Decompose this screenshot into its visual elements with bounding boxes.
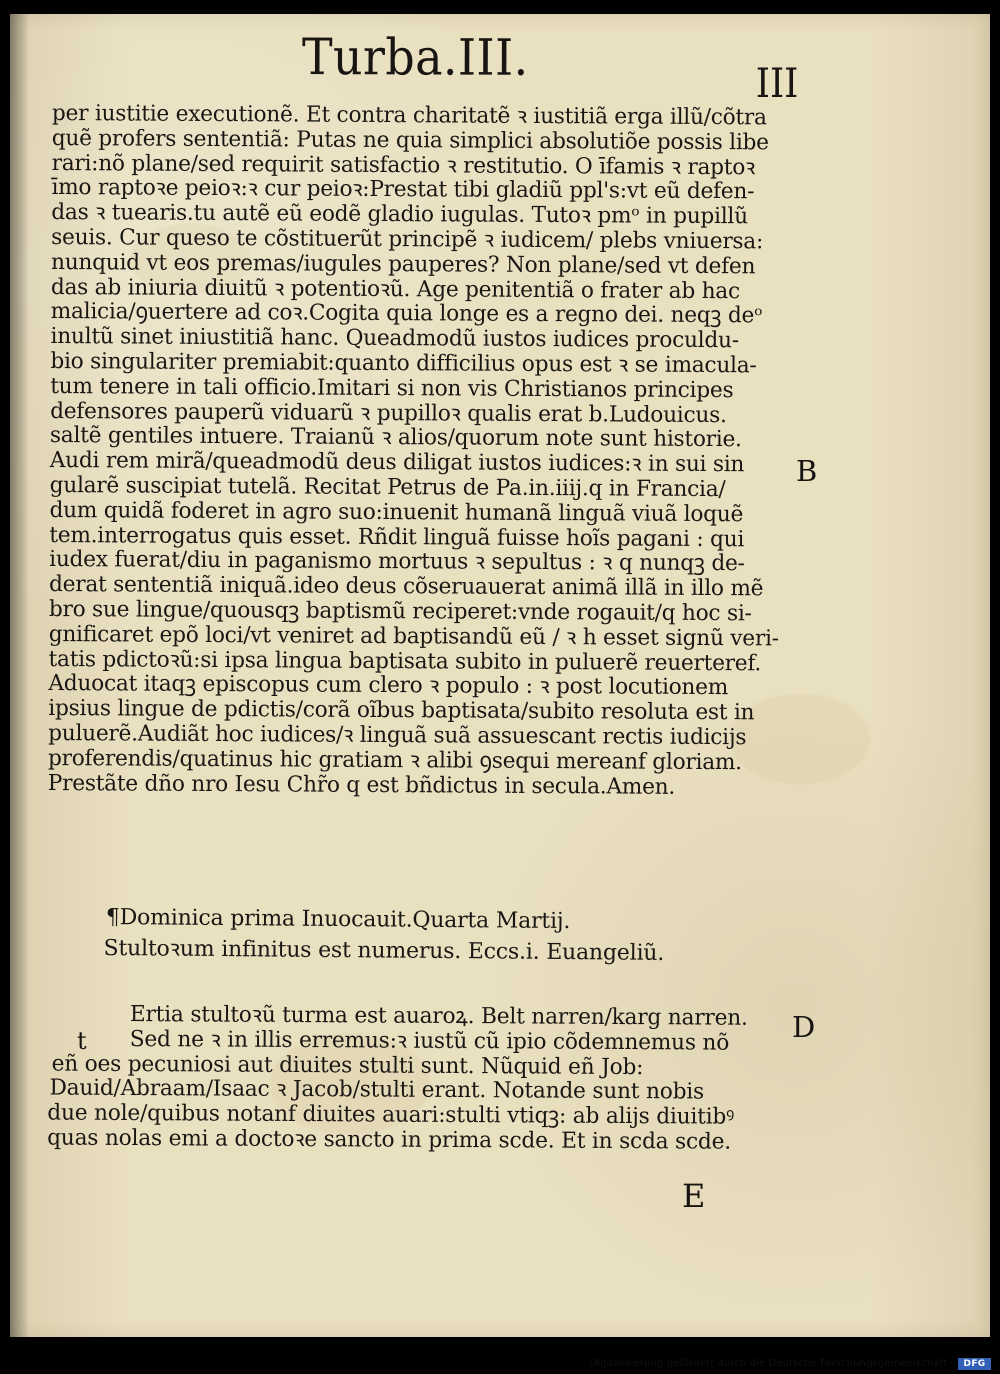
text-line: per iustitie executionẽ. Et contra charitatẽ ꝛ iustitiã erga illũ/cõtra: [51, 101, 767, 131]
text-line: due nole/quibus notanf diuites auari:stulti vtiqꝫ: ab alijs diuitibꝰ: [47, 1100, 735, 1130]
text-line: quẽ profers sententiã: Putas ne quia simplici absolutiõe possis libe: [51, 125, 769, 156]
text-line: Sed ne ꝛ in illis erremus:ꝛ iustũ cũ ipio cõdemnemus nõ: [129, 1026, 730, 1056]
text-line: Aduocat itaqꝫ episcopus cum clero ꝛ populo : ꝛ post locutionem: [48, 671, 729, 701]
book-page: [10, 14, 990, 1337]
text-line: proferendis/quatinus hic gratiam ꝛ alibi ꝯsequi mereanf gloriam.: [47, 745, 742, 775]
text-line: saltẽ gentiles intuere. Traianũ ꝛ alios/quorum note sunt historie.: [49, 423, 742, 453]
text-line: rari:nõ plane/sed requirit satisfactio ꝛ restitutio. O īfamis ꝛ raptoꝛ: [51, 150, 756, 180]
text-line: bio singulariter premiabit:quanto difficilius opus est ꝛ se imacula-: [50, 348, 757, 379]
text-line: tem.interrogatus quis esset. Rñdit linguã fuisse hoĩs pagani : qui: [49, 522, 745, 552]
text-line: das ab iniuria diuitũ ꝛ potentioꝛũ. Age penitentiã o frater ab hac: [50, 274, 741, 304]
marginal-letter-e: E: [682, 1177, 706, 1215]
text-line: Dauid/Abraam/Isaac ꝛ Jacob/stulti erant. Notande sunt nobis: [49, 1075, 705, 1105]
text-line: dum quidã foderet in agro suo:inuenit humanã linguã viuã loquẽ: [49, 497, 744, 527]
text-line: Prestãte dño nro Iesu Chr̃o q est bñdictus in secula.Amen.: [47, 770, 676, 800]
folio-number: III: [755, 61, 798, 107]
text-line: Ertia stultoꝛũ turma est auaroꝝ. Belt narren/karg narren.: [129, 1002, 748, 1031]
main-text-block: [47, 101, 779, 801]
text-line: eñ oes pecuniosi aut diuites stulti sunt. Nũquid eñ Job:: [51, 1051, 644, 1080]
text-line: īmo raptoꝛe peioꝛ:ꝛ cur peioꝛ:Prestat tibi gladiũ ppl's:vt eũ defen-: [51, 175, 755, 205]
marginal-small-letter: t: [77, 1027, 87, 1055]
text-line: derat sententiã iniquã.ideo deus cõseruauerat animã illã in illo mẽ: [48, 572, 764, 602]
text-line: quas nolas emi a doctoꝛe sancto in prima scde. Et in scda scde.: [47, 1125, 732, 1155]
text-line: nunquid vt eos premas/iugules pauperes? Non plane/sed vt defen: [50, 249, 756, 280]
section-heading-line: Stultoꝛum infinitus est numerus. Eccs.i. Euangeliũ.: [103, 935, 665, 966]
text-line: puluerẽ.Audiãt hoc iudices/ꝛ linguã suã assuescant rectis iudicijs: [48, 720, 747, 751]
text-line: gnificaret epõ loci/vt veniret ad baptisandũ eũ / ꝛ h esset signũ veri-: [48, 621, 779, 652]
text-line: tum tenere in tali officio.Imitari si non vis Christianos principes: [50, 373, 734, 403]
marginal-letter-d: D: [792, 1010, 816, 1044]
section-heading-block: [105, 902, 664, 969]
digitization-credit: Digitalisierung gefördert durch die Deutsche Forschungsgemeinschaft -: [589, 1358, 954, 1369]
text-line: bro sue lingue/quousqꝫ baptismũ reciperet:vnde rogauit/q hoc si-: [48, 596, 752, 627]
text-line: gularẽ suscipiat tutelã. Recitat Petrus de Pa.in.iiij.q in Francia/: [49, 472, 726, 503]
section-heading-line: ¶Dominica prima Inuocauit.Quarta Martij.: [105, 904, 571, 935]
dfg-logo: DFG: [958, 1358, 991, 1370]
text-line: seuis. Cur queso te cõstituerũt principẽ ꝛ iudicem/ plebs vniuersa:: [51, 224, 764, 255]
marginal-letter-b: B: [796, 454, 818, 488]
page-header-title: Turba.III.: [301, 28, 529, 87]
text-line: das ꝛ tuearis.tu autẽ eũ eodẽ gladio iugulas. Tutoꝛ pmᵒ in pupillũ: [51, 200, 748, 230]
text-line: iudex fuerat/diu in paganismo mortuus ꝛ sepultus : ꝛ q nunqꝫ de-: [49, 547, 745, 577]
text-line: Audi rem mirã/queadmodũ deus diligat iustos iudices:ꝛ in sui sin: [49, 448, 745, 478]
text-line: tatis pdictoꝛũ:si ipsa lingua baptisata subito in puluerẽ reuerteref.: [48, 646, 762, 676]
secondary-text-block: [47, 1002, 780, 1156]
text-line: defensores pauperũ viduarũ ꝛ pupilloꝛ qualis erat b.Ludouicus.: [50, 398, 727, 428]
text-line: inultũ sinet iniustitiã hanc. Queadmodũ iustos iudices proculdu-: [50, 324, 739, 354]
text-line: ipsius lingue de pdictis/corã oĩbus baptisata/subito resoluta est in: [48, 696, 755, 726]
page-edge-shadow: [10, 14, 28, 1337]
text-line: malicia/ꝯuertere ad coꝛ.Cogita quia longe es a regno dei. neqꝫ deᵒ: [50, 299, 763, 329]
